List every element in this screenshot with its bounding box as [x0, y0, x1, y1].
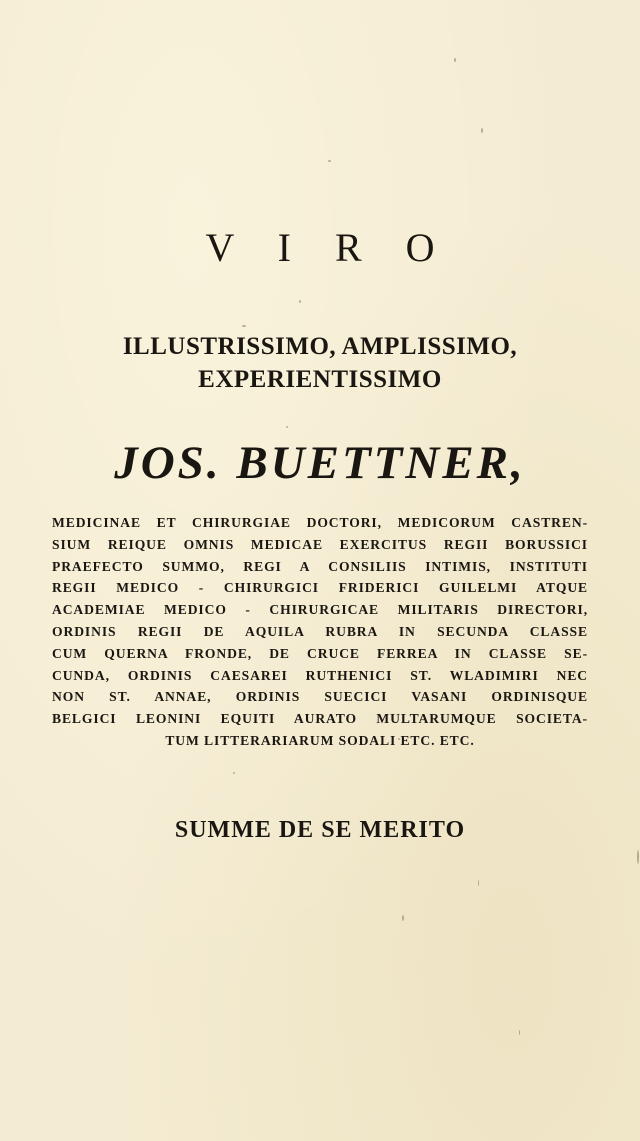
paper-speck [402, 915, 404, 921]
epithet-line: ILLUSTRISSIMO, AMPLISSIMO, [122, 333, 518, 360]
paper-speck [478, 880, 479, 886]
titles-paragraph [52, 512, 588, 752]
paper-speck [519, 1030, 520, 1035]
paper-speck [286, 426, 288, 428]
titles-line: TUM LITTERARIARUM SODALI ETC. ETC. [165, 732, 475, 748]
titles-line: PRAEFECTO SUMMO, REGI A CONSILIIS INTIMIS, INSTITUTI [52, 558, 588, 574]
paper-speck [233, 772, 235, 774]
paper-speck [299, 300, 301, 303]
titles-line: BELGICI LEONINI EQUITI AURATO MULTARUMQUE SOCIETA- [52, 711, 588, 727]
epithets [0, 330, 640, 396]
salutation-heading: V I R O [205, 225, 452, 270]
titles-line: NON ST. ANNAE, ORDINIS SUECICI VASANI ORDINISQUE [52, 689, 588, 705]
titles-line: ORDINIS REGII DE AQUILA RUBRA IN SECUNDA CLASSE [52, 623, 588, 639]
titles-line: REGII MEDICO - CHIRURGICI FRIDERICI GUILELMI ATQUE [52, 580, 588, 596]
paper-speck [481, 128, 483, 133]
dedicatee-name: JOS. BUETTNER, [114, 437, 526, 489]
paper-speck [454, 58, 456, 62]
paper-speck [637, 850, 639, 864]
titles-line: CUNDA, ORDINIS CAESAREI RUTHENICI ST. WLADIMIRI NEC [52, 667, 588, 683]
paper-speck [242, 325, 246, 327]
titles-line: CUM QUERNA FRONDE, DE CRUCE FERREA IN CLASSE SE- [52, 645, 588, 661]
titles-line: ACADEMIAE MEDICO - CHIRURGICAE MILITARIS DIRECTORI, [52, 602, 588, 618]
paper-speck [328, 160, 331, 162]
epithet-line: EXPERIENTISSIMO [198, 366, 442, 393]
dedication-line: SUMME DE SE MERITO [174, 817, 466, 843]
titles-line: SIUM REIQUE OMNIS MEDICAE EXERCITUS REGII BORUSSICI [52, 536, 588, 552]
paper-speck [398, 738, 400, 740]
titles-line: MEDICINAE ET CHIRURGIAE DOCTORI, MEDICORUM CASTREN- [52, 515, 588, 530]
